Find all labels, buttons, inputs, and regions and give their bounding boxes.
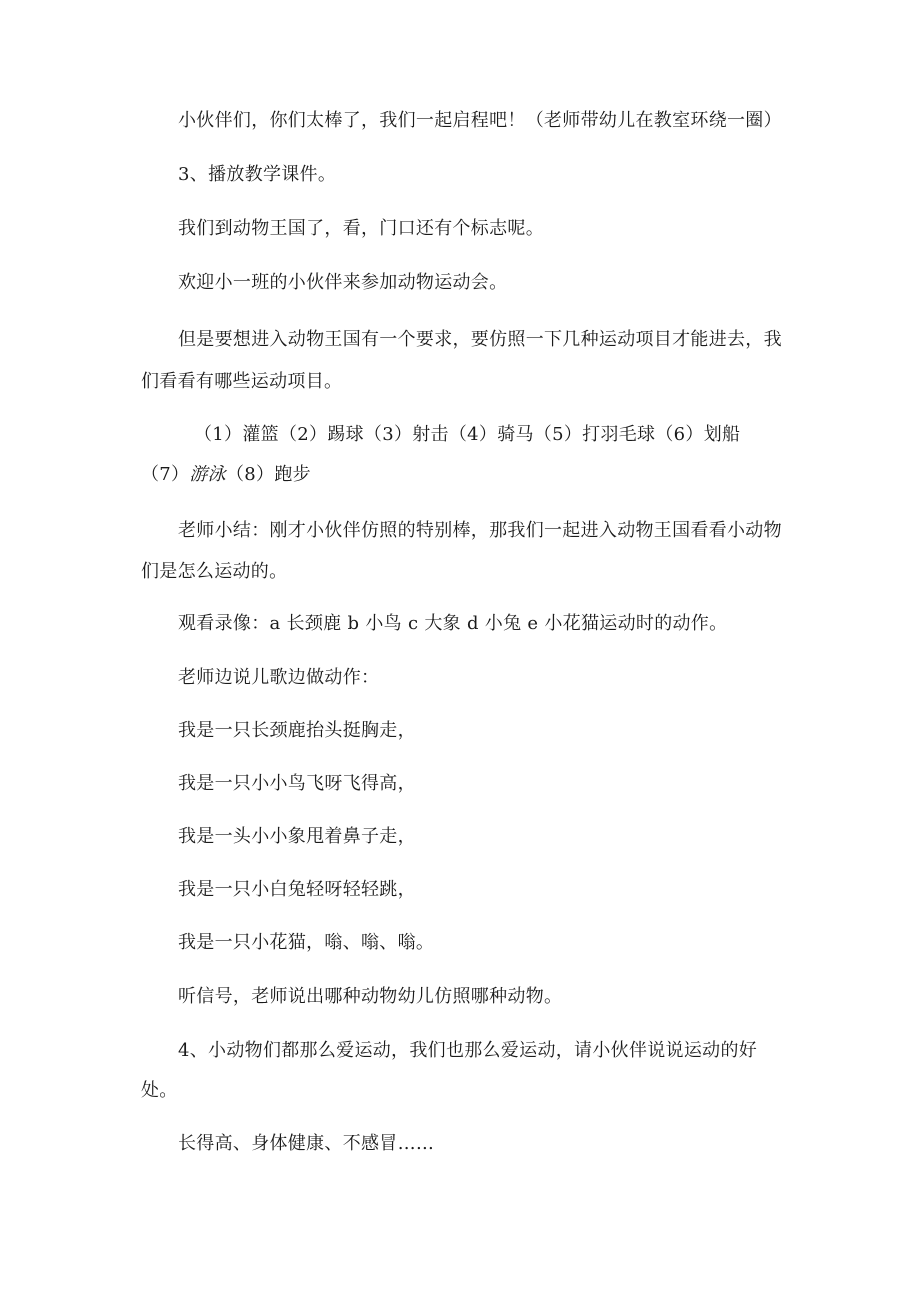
paragraph-line: 听信号，老师说出哪种动物幼儿仿照哪种动物。 [178, 986, 563, 1007]
sports-list-line: （1）灌篮（2）踢球（3）射击（4）骑马（5）打羽毛球（6）划船 [194, 424, 741, 445]
paragraph-line-continued: 们是怎么运动的。 [141, 561, 288, 582]
rhyme-line: 我是一只长颈鹿抬头挺胸走， [178, 720, 416, 741]
paragraph-line: 观看录像：a 长颈鹿 b 小鸟 c 大象 d 小兔 e 小花猫运动时的动作。 [178, 613, 728, 634]
rhyme-line: 我是一只小小鸟飞呀飞得高， [178, 773, 416, 794]
list-item: （8）跑步 [225, 464, 311, 485]
section-heading: 4、小动物们都那么爱运动，我们也那么爱运动，请小伙伴说说运动的好 [178, 1040, 758, 1061]
rhyme-line: 我是一只小花猫，嗡、嗡、嗡。 [178, 932, 435, 953]
paragraph-line-continued: 们看看有哪些运动项目。 [141, 371, 343, 392]
paragraph-line: 老师小结：刚才小伙伴仿照的特别棒，那我们一起进入动物王国看看小动物 [178, 520, 782, 541]
sports-list-line-continued [141, 462, 311, 488]
rhyme-line: 我是一只小白兔轻呀轻轻跳， [178, 879, 416, 900]
paragraph-line: 老师边说儿歌边做动作： [178, 667, 380, 688]
paragraph-line: 欢迎小一班的小伙伴来参加动物运动会。 [178, 272, 508, 293]
paragraph-line: 但是要想进入动物王国有一个要求，要仿照一下几种运动项目才能进去，我 [178, 329, 782, 350]
list-item-italic: 游泳 [189, 464, 226, 485]
list-number: （7） [141, 464, 190, 485]
rhyme-line: 我是一头小小象甩着鼻子走， [178, 826, 416, 847]
paragraph-line-continued: 处。 [141, 1080, 178, 1101]
paragraph-line: 小伙伴们，你们太棒了，我们一起启程吧！（老师带幼儿在教室环绕一圈） [178, 110, 782, 131]
paragraph-line: 长得高、身体健康、不感冒…… [178, 1133, 435, 1154]
section-heading: 3、播放教学课件。 [178, 164, 337, 185]
paragraph-line: 我们到动物王国了，看，门口还有个标志呢。 [178, 218, 544, 239]
